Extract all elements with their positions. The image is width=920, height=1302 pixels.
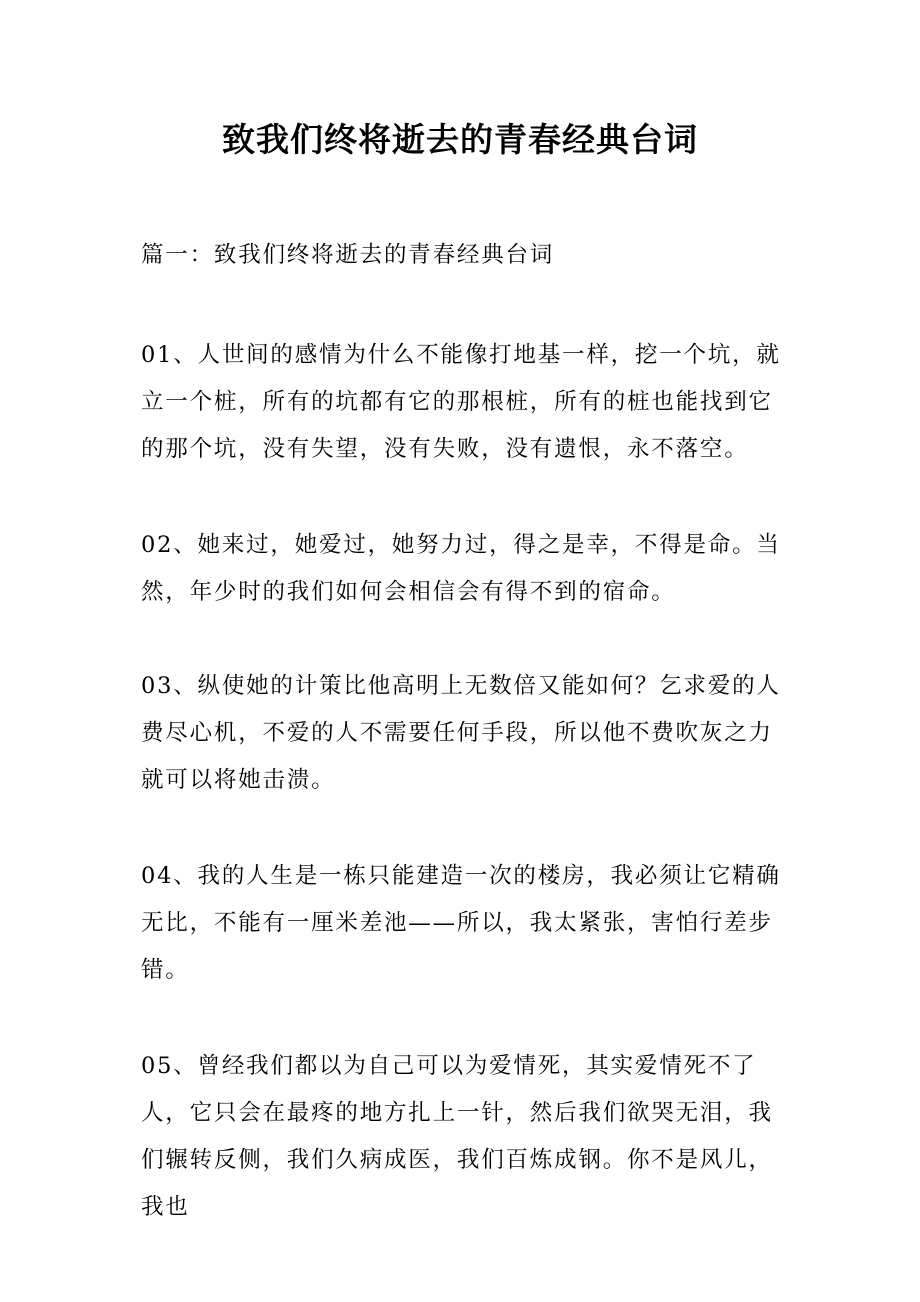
paragraph-02: 02、她来过，她爱过，她努力过，得之是幸，不得是命。当然，年少时的我们如何会相信会有得不到的宿命。	[141, 532, 781, 605]
document-title: 致我们终将逝去的青春经典台词	[222, 120, 698, 159]
section-title: 篇一：致我们终将逝去的青春经典台词	[141, 242, 555, 268]
paragraph-05: 05、曾经我们都以为自己可以为爱情死，其实爱情死不了人，它只会在最疼的地方扎上一针，然后我们欲哭无泪，我们辗转反侧，我们久病成医，我们百炼成钢。你不是风儿，我也	[141, 1053, 773, 1220]
paragraph-03: 03、纵使她的计策比他高明上无数倍又能如何？乞求爱的人费尽心机，不爱的人不需要任何手段，所以他不费吹灰之力就可以将她击溃。	[141, 673, 781, 793]
paragraph-01: 01、人世间的感情为什么不能像打地基一样，挖一个坑，就立一个桩，所有的坑都有它的那根桩，所有的桩也能找到它的那个坑，没有失望，没有失败，没有遗恨，永不落空。	[141, 342, 781, 462]
paragraph-04: 04、我的人生是一栋只能建造一次的楼房，我必须让它精确无比，不能有一厘米差池——所以，我太紧张，害怕行差步错。	[141, 863, 781, 983]
